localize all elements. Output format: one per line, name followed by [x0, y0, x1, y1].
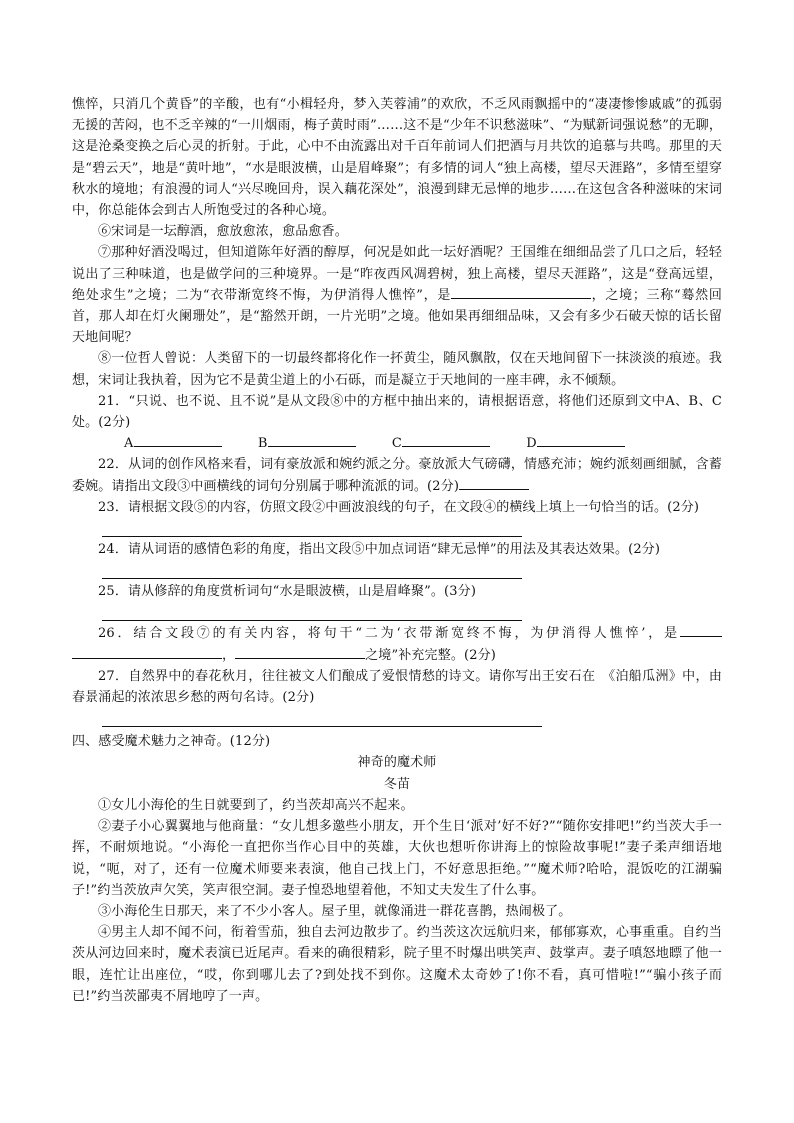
- question-26-blank-2[interactable]: [72, 645, 222, 659]
- question-26-blank-1[interactable]: [680, 623, 722, 637]
- question-21: 21．“只说、也不说、且不说”是从文段⑧中的方框中抽出来的，请根据语意，将他们还原到文中A、B、C处。(2分): [72, 393, 722, 431]
- question-25-answer-line[interactable]: [102, 602, 522, 621]
- paragraph-continuation: 憔悴，只消几个黄昏”的辛酸，也有“小楫轻舟，梦入芙蓉浦”的欢欣，不乏风雨飘摇中的“凄凄惨惨戚戚”的孤弱无援的苦闷，也不乏辛辣的“一川烟雨，梅子黄时雨”……这不是“少年不识愁滋味”、“为赋新词强说愁”的无聊，这是沧桑变换之后心灵的折射。于此，心中不由流露出对千百年前词人们把酒与月共饮的追慕与共鸣。那里的天是“碧云天”，地是“黄叶地”，“水是眼波横，山是眉峰聚”；有多情的词人“独上高楼，望尽天涯路”，多情至望穿秋水的境地；有浪漫的词人“兴尽晚回舟，误入藕花深处”，浪漫到肆无忌惮的地步……在这包含各种滋味的宋词中，你总能体会到古人所饱受过的各种心境。: [72, 97, 722, 219]
- document-page: [72, 94, 722, 1007]
- option-b-label: B: [257, 436, 268, 452]
- paragraph-7-part-b: ，之境；三称“蓦然回首，那人却在灯火阑珊处”，是“豁然开朗，一片光明”之境。他如果再细细品味，又会有多少石破天惊的话长留天地间呢？: [72, 287, 722, 346]
- option-c-blank[interactable]: [402, 433, 490, 447]
- question-27: 27．自然界中的春花秋月，往往被文人们酿成了爱恨情愁的诗文。请你写出王安石在 《泊船瓜洲》中，由春景涌起的浓浓思乡愁的两句名诗。(2分): [72, 668, 722, 706]
- story-paragraph-1: ①女儿小海伦的生日就要到了，约当茨却高兴不起来。: [98, 797, 414, 813]
- story-paragraph-3: ③小海伦生日那天，来了不少小客人。屋子里，就像涌进一群花喜鹊，热闹极了。: [98, 903, 572, 919]
- paragraph-6: ⑥宋词是一坛醇酒，愈放愈浓，愈品愈香。: [98, 224, 348, 240]
- question-22-text: 22．从词的创作风格来看，词有豪放派和婉约派之分。豪放派大气磅礴，情感充沛；婉约派刻画细腻，含蓄委婉。请指出文段③中画横线的词句分别属于哪种流派的词。(2分): [72, 457, 722, 494]
- question-26-part-a: 26．结合文段⑦的有关内容，将句干“二为‘衣带渐宽终不悔，为伊消得人憔悴’，是: [98, 626, 680, 642]
- question-24-answer-line[interactable]: [102, 560, 522, 579]
- question-24: 24．请从词语的感情色彩的角度，指出文段⑤中加点词语“肆无忌惮”的用法及其表达效果。(2分): [98, 542, 661, 558]
- question-26-part-c: 之境”补充完整。(2分): [365, 647, 497, 663]
- question-26-blank-3[interactable]: [235, 645, 365, 659]
- paragraph-7-part-a: ⑦那种好酒没喝过，但知道陈年好酒的醇厚，何况是如此一坛好酒呢？王国维在细细品尝了几口之后，轻轻说出了三种味道，也是做学问的三种境界。一是“昨夜西风凋碧树，独上高楼，望尽天涯路”，这是“登高远望，绝处求生”之境；二为“衣带渐宽终不悔，为伊消得人憔悴”，是: [72, 245, 722, 303]
- section-4-heading: 四、感受魔术魅力之神奇。(12分): [72, 734, 271, 750]
- paragraph-8: ⑧一位哲人曾说：人类留下的一切最终都将化作一抔黄尘，随风飘散，仅在天地间留下一抹淡淡的痕迹。我想，宋词让我执着，因为它不是黄尘道上的小石砾，而是凝立于天地间的一座丰碑，永不倾颓。: [72, 351, 722, 388]
- question-25: 25．请从修辞的角度赏析词句“水是眼波横，山是眉峰聚”。(3分): [98, 584, 477, 600]
- option-a: [98, 433, 222, 454]
- option-b-blank[interactable]: [268, 433, 356, 447]
- story-title: 神奇的魔术师: [357, 755, 437, 771]
- question-26-part-b: ，: [222, 647, 236, 663]
- fill-blank[interactable]: [451, 285, 591, 299]
- question-27-answer-line[interactable]: [102, 708, 542, 727]
- option-c-label: C: [391, 436, 402, 452]
- option-d-blank[interactable]: [537, 433, 625, 447]
- story-paragraph-4: ④男主人却不闻不问，衔着雪茄，独自去河边散步了。约当茨这次远航归来，郁郁寡欢，心事重重。自约当茨从河边回来时，魔术表演已近尾声。看来的确很精彩，院子里不时爆出哄笑声、鼓掌声。妻子嗔怒地瞟了他一眼，连忙让出座位，“哎，你到哪儿去了?到处找不到你。这魔术太奇妙了!你不看，真可惜啦!”“骗小孩子而已!”约当茨鄙夷不屑地哼了一声。: [72, 925, 722, 1004]
- option-d: [500, 433, 625, 454]
- option-b: [232, 433, 356, 454]
- question-23: 23．请根据文段⑤的内容，仿照文段②中画波浪线的句子，在文段④的横线上填上一句恰当的话。(2分): [98, 499, 700, 515]
- option-a-blank[interactable]: [134, 433, 222, 447]
- option-a-label: A: [124, 436, 134, 452]
- option-c: [366, 433, 490, 454]
- paragraph-7: [72, 242, 722, 348]
- question-22: [72, 454, 722, 496]
- story-author: 冬苗: [383, 776, 411, 792]
- question-23-answer-line[interactable]: [102, 518, 522, 537]
- story-paragraph-2: ②妻子小心翼翼地与他商量：“女儿想多邀些小朋友，开个生日‘派对’好不好?”“随你安排吧!”约当茨大手一挥，不耐烦地说。“小海伦一直把你当作心目中的英雄，大伙也想听你讲海上的惊险故事呢!”妻子柔声细语地说，“呃，对了，还有一位魔术师要来表演，他自己找上门，不好意思拒绝。”“魔术师?哈哈，混饭吃的江湖骗子!”约当茨放声欠笑，笑声很空洞。妻子惶恐地望着他，不知丈夫发生了什么事。: [72, 819, 722, 898]
- question-26: [72, 623, 722, 665]
- question-21-options: [72, 433, 722, 454]
- question-22-blank[interactable]: [459, 476, 529, 490]
- option-d-label: D: [526, 436, 537, 452]
